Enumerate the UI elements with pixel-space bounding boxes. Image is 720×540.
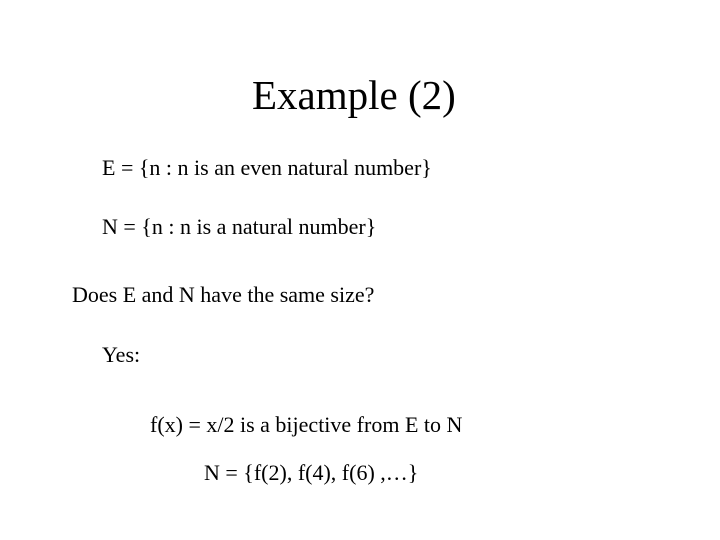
definition-even-set: E = {n : n is an even natural number} xyxy=(102,155,432,180)
function-definition: f(x) = x/2 is a bijective from E to N xyxy=(150,412,463,437)
definition-natural-set: N = {n : n is a natural number} xyxy=(102,214,377,239)
answer-text: Yes: xyxy=(102,342,141,367)
slide-title: Example (2) xyxy=(252,72,456,118)
question-text: Does E and N have the same size? xyxy=(72,282,375,307)
mapping-result: N = {f(2), f(4), f(6) ,…} xyxy=(204,460,419,485)
